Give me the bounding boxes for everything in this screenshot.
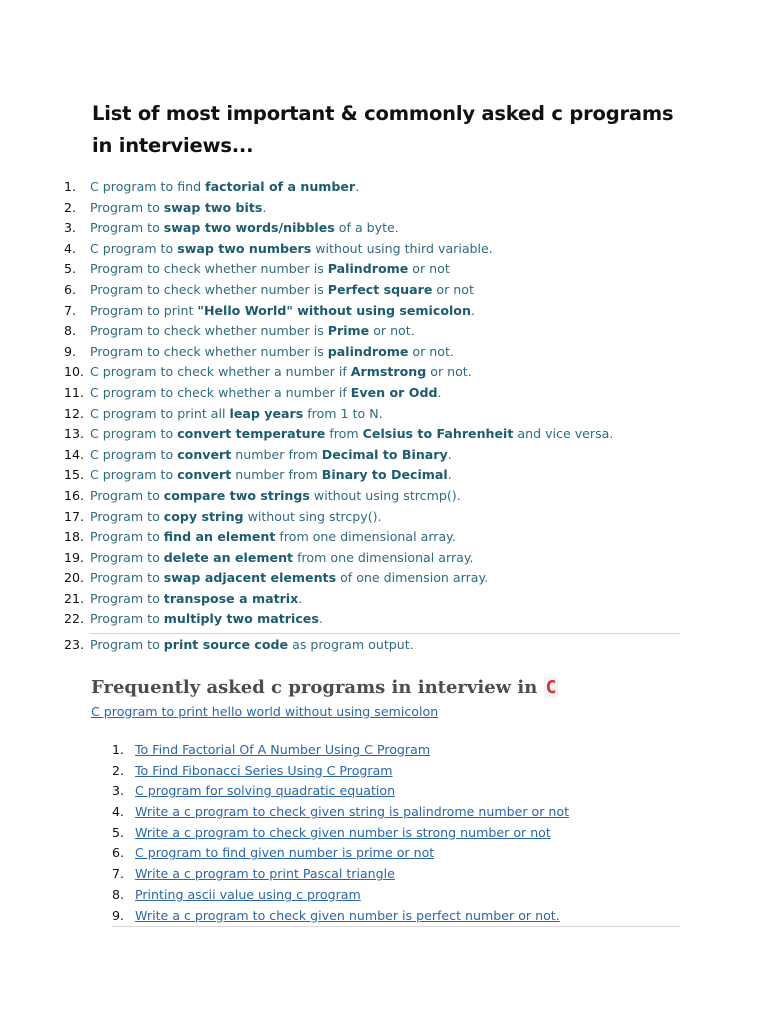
list-number: 5. — [64, 261, 77, 277]
list-text: C program to check whether a number if — [90, 364, 351, 380]
list-item — [64, 424, 613, 445]
list-text: Program to check whether number is — [90, 323, 328, 339]
divider — [90, 633, 680, 634]
list-number: 17. — [64, 508, 85, 524]
list-item — [64, 383, 613, 404]
list-text: or not. — [369, 323, 415, 339]
list-item — [112, 885, 569, 906]
list-text: Program to — [90, 570, 164, 586]
list-text: Program to — [90, 529, 164, 545]
article-link[interactable]: Write a c program to check given number is perfect number or not. — [135, 907, 560, 923]
list-number: 12. — [64, 405, 85, 421]
list-item — [64, 404, 613, 425]
page-title: List of most important & commonly asked c programs in interviews... — [92, 102, 674, 157]
highlighted-term: Binary to Decimal — [321, 467, 448, 483]
list-text: or not — [432, 281, 474, 297]
highlighted-term: palindrome — [327, 343, 409, 359]
list-text: number from — [231, 467, 322, 483]
list-text: without using third variable. — [311, 240, 493, 256]
list-item — [64, 589, 613, 610]
list-number: 19. — [64, 549, 85, 565]
list-item — [64, 507, 613, 528]
highlighted-term: delete an element — [163, 549, 294, 565]
list-text: C program to — [90, 240, 178, 256]
article-link[interactable]: Printing ascii value using c program — [135, 886, 361, 902]
list-text: from 1 to N. — [303, 405, 383, 421]
list-number: 5. — [112, 824, 125, 840]
list-number: 7. — [112, 866, 125, 882]
highlighted-term: multiply two matrices — [163, 611, 319, 627]
highlighted-term: print source code — [163, 637, 289, 652]
list-item — [64, 259, 613, 280]
list-number: 2. — [64, 199, 77, 215]
list-item — [112, 906, 569, 927]
list-text: Program to — [90, 549, 164, 565]
hello-world-link[interactable]: C program to print hello world without using semicolon — [91, 704, 439, 719]
highlighted-term: swap two numbers — [177, 240, 312, 256]
list-text: Program to — [90, 637, 164, 652]
highlighted-term: Palindrome — [327, 261, 409, 277]
list-number: 4. — [64, 240, 77, 256]
list-text: . — [262, 199, 267, 215]
highlighted-term: Decimal to Binary — [321, 446, 448, 462]
highlighted-term: swap two words/nibbles — [163, 220, 335, 236]
list-number: 1. — [64, 179, 77, 194]
list-item — [112, 781, 569, 802]
highlighted-term: Even or Odd — [350, 384, 438, 400]
list-number: 4. — [112, 804, 125, 820]
article-link[interactable]: C program for solving quadratic equation — [135, 783, 396, 799]
list-text: or not. — [408, 343, 454, 359]
list-number: 3. — [112, 783, 125, 799]
list-number: 6. — [112, 845, 125, 861]
highlighted-term: Perfect square — [327, 281, 433, 297]
list-item — [64, 239, 613, 260]
article-link[interactable]: Write a c program to check given string is palindrome number or not — [135, 804, 570, 820]
list-item — [64, 321, 613, 342]
list-text: from — [325, 426, 363, 442]
list-item — [112, 740, 569, 761]
list-text: . — [447, 446, 452, 462]
article-link-list — [112, 740, 569, 926]
article-link[interactable]: C program to find given number is prime or not — [135, 845, 435, 861]
list-text: as program output. — [288, 637, 414, 652]
list-text: Program to — [90, 220, 164, 236]
highlighted-term: convert — [177, 446, 232, 462]
section-heading — [91, 675, 558, 701]
list-number: 20. — [64, 570, 85, 586]
article-link[interactable]: To Find Factorial Of A Number Using C Program — [135, 742, 431, 757]
highlighted-term: convert temperature — [177, 426, 326, 442]
list-text: Program to check whether number is — [90, 343, 328, 359]
highlighted-term: swap adjacent elements — [163, 570, 337, 586]
program-list — [64, 177, 613, 630]
list-text: Program to — [90, 611, 164, 627]
list-text: of one dimension array. — [336, 570, 489, 586]
highlighted-term: swap two bits — [163, 199, 263, 215]
list-text: . — [437, 384, 442, 400]
list-text: Program to check whether number is — [90, 281, 328, 297]
list-number: 23. — [64, 637, 85, 652]
highlighted-term: leap years — [229, 405, 304, 421]
list-item — [64, 362, 613, 383]
list-text: from one dimensional array. — [293, 549, 474, 565]
highlighted-term: transpose a matrix — [163, 590, 299, 606]
list-text: of a byte. — [334, 220, 399, 236]
list-number: 1. — [112, 742, 125, 757]
list-item — [64, 465, 613, 486]
article-link[interactable]: To Find Fibonacci Series Using C Program — [135, 762, 393, 778]
list-item — [112, 823, 569, 844]
list-number: 14. — [64, 446, 85, 462]
list-text: Program to — [90, 487, 164, 503]
list-text: C program to find — [90, 179, 206, 194]
list-text: without using strcmp(). — [309, 487, 461, 503]
list-text: C program to print all — [90, 405, 230, 421]
list-number: 16. — [64, 487, 85, 503]
divider — [112, 926, 680, 927]
list-text: Program to — [90, 590, 164, 606]
list-text: and vice versa. — [513, 426, 614, 442]
list-text: . — [355, 179, 360, 194]
list-text: C program to — [90, 446, 178, 462]
highlighted-term: "Hello World" without using semicolon — [197, 302, 471, 318]
list-text: or not. — [426, 364, 472, 380]
list-number: 10. — [64, 364, 85, 380]
list-text: Program to print — [90, 302, 198, 318]
inline-code: C — [545, 677, 557, 698]
list-item-text — [90, 637, 414, 652]
list-number: 7. — [64, 302, 77, 318]
list-text: C program to check whether a number if — [90, 384, 351, 400]
highlighted-term: find an element — [163, 529, 276, 545]
list-number: 9. — [112, 907, 125, 923]
list-item — [64, 548, 613, 569]
list-item — [112, 864, 569, 885]
list-number: 21. — [64, 590, 85, 606]
highlighted-term: Celsius to Fahrenheit — [362, 426, 514, 442]
list-text: number from — [231, 446, 322, 462]
highlighted-term: convert — [177, 467, 232, 483]
list-number: 8. — [112, 886, 125, 902]
list-item — [112, 761, 569, 782]
list-item — [112, 843, 569, 864]
list-text: C program to — [90, 426, 178, 442]
article-link[interactable]: Write a c program to check given number is strong number or not — [135, 824, 551, 840]
list-number: 11. — [64, 384, 85, 400]
list-text: . — [470, 302, 475, 318]
list-item — [64, 177, 613, 198]
highlighted-term: Armstrong — [350, 364, 427, 380]
highlighted-term: copy string — [163, 508, 244, 524]
highlighted-term: compare two strings — [163, 487, 310, 503]
list-item — [64, 445, 613, 466]
list-text: . — [447, 467, 452, 483]
list-text: Program to — [90, 508, 164, 524]
list-text: . — [318, 611, 323, 627]
article-link[interactable]: Write a c program to print Pascal triangle — [135, 866, 395, 882]
list-item — [64, 198, 613, 219]
list-text: Program to — [90, 199, 164, 215]
list-item — [64, 301, 613, 322]
list-number: 22. — [64, 611, 85, 627]
list-number: 13. — [64, 426, 85, 442]
highlighted-term: factorial of a number — [205, 179, 356, 194]
list-text: from one dimensional array. — [275, 529, 456, 545]
list-item — [64, 635, 414, 656]
list-number: 15. — [64, 467, 85, 483]
list-text: C program to — [90, 467, 178, 483]
highlighted-term: Prime — [327, 323, 370, 339]
list-item — [64, 527, 613, 548]
list-number: 2. — [112, 762, 125, 778]
list-number: 9. — [64, 343, 77, 359]
list-number: 18. — [64, 529, 85, 545]
list-item — [64, 342, 613, 363]
list-item — [112, 802, 569, 823]
list-text: . — [298, 590, 303, 606]
list-item — [64, 609, 613, 630]
list-number: 3. — [64, 220, 77, 236]
list-text: or not — [408, 261, 450, 277]
list-item — [64, 568, 613, 589]
list-item — [64, 280, 613, 301]
section-heading-text: Frequently asked c programs in interview in — [91, 677, 544, 698]
list-number: 6. — [64, 281, 77, 297]
list-text: without sing strcpy(). — [243, 508, 382, 524]
list-item — [64, 218, 613, 239]
list-text: Program to check whether number is — [90, 261, 328, 277]
list-number: 8. — [64, 323, 77, 339]
list-item — [64, 486, 613, 507]
